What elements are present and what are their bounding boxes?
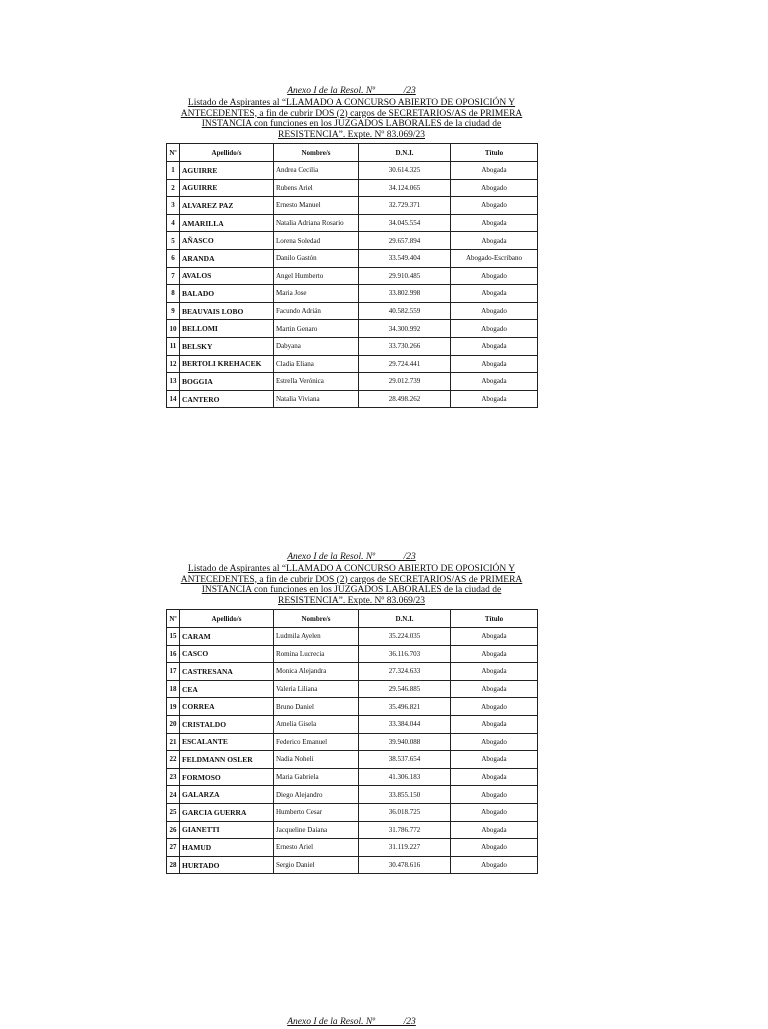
apellido-cell: CASTRESANA (180, 663, 274, 681)
titulo-cell: Abogado (451, 856, 538, 874)
table-row (167, 232, 538, 250)
apellido-cell: CORREA (180, 698, 274, 716)
titulo-cell: Abogada (451, 355, 538, 373)
apellido-cell: BELSKY (180, 337, 274, 355)
col-header-dni: D.N.I. (359, 144, 451, 162)
titulo-cell: Abogada (451, 628, 538, 646)
col-header-nombre: Nombre/s (274, 144, 359, 162)
nombre-cell: Andrea Cecilia (274, 162, 359, 180)
nombre-cell: Jacqueline Daiana (274, 821, 359, 839)
dni-cell: 29.657.894 (359, 232, 451, 250)
row-number: 10 (167, 320, 180, 338)
nombre-cell: Martin Genaro (274, 320, 359, 338)
col-header-numero: Nº (167, 610, 180, 628)
dni-cell: 27.324.633 (359, 663, 451, 681)
titulo-cell: Abogado (451, 733, 538, 751)
row-number: 4 (167, 214, 180, 232)
dni-cell: 35.496.821 (359, 698, 451, 716)
nombre-cell: Facundo Adrián (274, 302, 359, 320)
nombre-cell: Ludmila Ayelen (274, 628, 359, 646)
nombre-cell: Danilo Gastón (274, 249, 359, 267)
table-row (167, 628, 538, 646)
apellido-cell: BOGGIA (180, 373, 274, 391)
table-row (167, 355, 538, 373)
dni-cell: 36.018.725 (359, 803, 451, 821)
dni-cell: 33.384.044 (359, 715, 451, 733)
aspirantes-table-1 (166, 143, 538, 408)
dni-cell: 33.802.998 (359, 285, 451, 303)
table-row (167, 663, 538, 681)
dni-cell: 34.045.554 (359, 214, 451, 232)
nombre-cell: Diego Alejandro (274, 786, 359, 804)
titulo-cell: Abogado (451, 197, 538, 215)
dni-cell: 33.855.150 (359, 786, 451, 804)
table-row (167, 856, 538, 874)
table-row (167, 698, 538, 716)
table-row (167, 680, 538, 698)
anexo-title: Anexo I de la Resol. Nº /23 (287, 86, 416, 96)
apellido-cell: HURTADO (180, 856, 274, 874)
apellido-cell: CANTERO (180, 390, 274, 408)
table-row (167, 197, 538, 215)
titulo-cell: Abogada (451, 373, 538, 391)
titulo-cell: Abogada (451, 751, 538, 769)
apellido-cell: BERTOLI KREHACEK (180, 355, 274, 373)
listado-header: Listado de Aspirantes al “LLAMADO A CONCURSO ABIERTO DE OPOSICIÓN Y ANTECEDENTES, a fin de cubrir DOS (2) cargos de SECRETARIOS/AS de PRIMERA INSTANCIA con funciones en los JUZGADOS LABORALES de la ciudad de RESISTENCIA”. Expte. Nº 83.069/23 (180, 564, 523, 606)
row-number: 1 (167, 162, 180, 180)
col-header-nombre: Nombre/s (274, 610, 359, 628)
table-row (167, 768, 538, 786)
table-row (167, 751, 538, 769)
dni-cell: 34.124.065 (359, 179, 451, 197)
apellido-cell: AÑASCO (180, 232, 274, 250)
row-number: 11 (167, 337, 180, 355)
table-row (167, 786, 538, 804)
titulo-cell: Abogada (451, 645, 538, 663)
dni-cell: 34.300.992 (359, 320, 451, 338)
titulo-cell: Abogado (451, 839, 538, 857)
table-row (167, 337, 538, 355)
titulo-cell: Abogada (451, 715, 538, 733)
titulo-cell: Abogada (451, 680, 538, 698)
apellido-cell: CASCO (180, 645, 274, 663)
table-row (167, 645, 538, 663)
dni-cell: 29.012.739 (359, 373, 451, 391)
table-row (167, 302, 538, 320)
row-number: 20 (167, 715, 180, 733)
titulo-cell: Abogado (451, 803, 538, 821)
table-row (167, 249, 538, 267)
nombre-cell: Amelia Gisela (274, 715, 359, 733)
dni-cell: 38.537.654 (359, 751, 451, 769)
apellido-cell: FELDMANN OSLER (180, 751, 274, 769)
nombre-cell: Dabyana (274, 337, 359, 355)
apellido-cell: CARAM (180, 628, 274, 646)
nombre-cell: Ernesto Ariel (274, 839, 359, 857)
dni-cell: 41.306.183 (359, 768, 451, 786)
row-number: 19 (167, 698, 180, 716)
table-row (167, 162, 538, 180)
apellido-cell: ALVAREZ PAZ (180, 197, 274, 215)
nombre-cell: Federico Emanuel (274, 733, 359, 751)
dni-cell: 31.119.227 (359, 839, 451, 857)
nombre-cell: Cladia Eliana (274, 355, 359, 373)
table-row (167, 267, 538, 285)
row-number: 24 (167, 786, 180, 804)
table-row (167, 390, 538, 408)
row-number: 18 (167, 680, 180, 698)
nombre-cell: Sergio Daniel (274, 856, 359, 874)
nombre-cell: Monica Alejandra (274, 663, 359, 681)
table-row (167, 179, 538, 197)
apellido-cell: AVALOS (180, 267, 274, 285)
row-number: 2 (167, 179, 180, 197)
apellido-cell: HAMUD (180, 839, 274, 857)
apellido-cell: ESCALANTE (180, 733, 274, 751)
row-number: 12 (167, 355, 180, 373)
apellido-cell: AGUIRRE (180, 179, 274, 197)
col-header-numero: Nº (167, 144, 180, 162)
row-number: 15 (167, 628, 180, 646)
dni-cell: 29.910.485 (359, 267, 451, 285)
titulo-cell: Abogada (451, 214, 538, 232)
titulo-cell: Abogado (451, 320, 538, 338)
row-number: 21 (167, 733, 180, 751)
row-number: 9 (167, 302, 180, 320)
dni-cell: 32.729.371 (359, 197, 451, 215)
titulo-cell: Abogado (451, 302, 538, 320)
dni-cell: 33.730.266 (359, 337, 451, 355)
dni-cell: 40.582.559 (359, 302, 451, 320)
titulo-cell: Abogado (451, 179, 538, 197)
table-row (167, 715, 538, 733)
table-body-1 (167, 162, 538, 408)
page-section-3-partial (166, 1017, 537, 1029)
dni-cell: 30.478.616 (359, 856, 451, 874)
titulo-cell: Abogada (451, 232, 538, 250)
col-header-apellido: Apellido/s (180, 610, 274, 628)
apellido-cell: BELLOMI (180, 320, 274, 338)
nombre-cell: Angel Humberto (274, 267, 359, 285)
dni-cell: 33.549.404 (359, 249, 451, 267)
row-number: 8 (167, 285, 180, 303)
dni-cell: 35.224.035 (359, 628, 451, 646)
row-number: 23 (167, 768, 180, 786)
anexo-title: Anexo I de la Resol. Nº /23 (287, 1017, 416, 1027)
row-number: 26 (167, 821, 180, 839)
dni-cell: 28.498.262 (359, 390, 451, 408)
table-row (167, 733, 538, 751)
table-row (167, 373, 538, 391)
row-number: 5 (167, 232, 180, 250)
col-header-titulo: Título (451, 610, 538, 628)
nombre-cell: Lorena Soledad (274, 232, 359, 250)
dni-cell: 29.724.441 (359, 355, 451, 373)
apellido-cell: ARANDA (180, 249, 274, 267)
table-row (167, 821, 538, 839)
table-row (167, 214, 538, 232)
row-number: 3 (167, 197, 180, 215)
nombre-cell: Ernesto Manuel (274, 197, 359, 215)
nombre-cell: Rubens Ariel (274, 179, 359, 197)
titulo-cell: Abogado (451, 267, 538, 285)
apellido-cell: AMARILLA (180, 214, 274, 232)
table-row (167, 803, 538, 821)
row-number: 22 (167, 751, 180, 769)
titulo-cell: Abogada (451, 663, 538, 681)
row-number: 25 (167, 803, 180, 821)
page-section-2 (166, 552, 537, 874)
col-header-dni: D.N.I. (359, 610, 451, 628)
row-number: 14 (167, 390, 180, 408)
table-header-row (167, 610, 538, 628)
apellido-cell: GALARZA (180, 786, 274, 804)
apellido-cell: FORMOSO (180, 768, 274, 786)
page-section-1 (166, 86, 537, 408)
apellido-cell: CEA (180, 680, 274, 698)
col-header-titulo: Título (451, 144, 538, 162)
nombre-cell: Maria Gabriela (274, 768, 359, 786)
nombre-cell: Maria Jose (274, 285, 359, 303)
nombre-cell: Natalia Viviana (274, 390, 359, 408)
dni-cell: 31.786.772 (359, 821, 451, 839)
apellido-cell: GARCIA GUERRA (180, 803, 274, 821)
nombre-cell: Romina Lucrecia (274, 645, 359, 663)
titulo-cell: Abogado (451, 786, 538, 804)
row-number: 16 (167, 645, 180, 663)
titulo-cell: Abogado-Escribano (451, 249, 538, 267)
titulo-cell: Abogada (451, 285, 538, 303)
nombre-cell: Nadia Noheli (274, 751, 359, 769)
row-number: 6 (167, 249, 180, 267)
titulo-cell: Abogada (451, 768, 538, 786)
apellido-cell: GIANETTI (180, 821, 274, 839)
row-number: 13 (167, 373, 180, 391)
listado-header: Listado de Aspirantes al “LLAMADO A CONCURSO ABIERTO DE OPOSICIÓN Y ANTECEDENTES, a fin de cubrir DOS (2) cargos de SECRETARIOS/AS de PRIMERA INSTANCIA con funciones en los JUZGADOS LABORALES de la ciudad de RESISTENCIA”. Expte. Nº 83.069/23 (180, 98, 523, 140)
table-body-2 (167, 628, 538, 874)
nombre-cell: Humberto Cesar (274, 803, 359, 821)
col-header-apellido: Apellido/s (180, 144, 274, 162)
row-number: 27 (167, 839, 180, 857)
nombre-cell: Valeria Liliana (274, 680, 359, 698)
nombre-cell: Estrella Verónica (274, 373, 359, 391)
dni-cell: 39.940.088 (359, 733, 451, 751)
row-number: 17 (167, 663, 180, 681)
nombre-cell: Natalia Adriana Rosario (274, 214, 359, 232)
dni-cell: 29.546.885 (359, 680, 451, 698)
table-row (167, 320, 538, 338)
table-row (167, 285, 538, 303)
row-number: 28 (167, 856, 180, 874)
row-number: 7 (167, 267, 180, 285)
dni-cell: 36.116.703 (359, 645, 451, 663)
anexo-title: Anexo I de la Resol. Nº /23 (287, 552, 416, 562)
aspirantes-table-2 (166, 609, 538, 874)
nombre-cell: Bruno Daniel (274, 698, 359, 716)
apellido-cell: BALADO (180, 285, 274, 303)
titulo-cell: Abogada (451, 821, 538, 839)
apellido-cell: CRISTALDO (180, 715, 274, 733)
apellido-cell: AGUIRRE (180, 162, 274, 180)
table-header-row (167, 144, 538, 162)
dni-cell: 30.614.325 (359, 162, 451, 180)
titulo-cell: Abogada (451, 162, 538, 180)
table-row (167, 839, 538, 857)
titulo-cell: Abogada (451, 337, 538, 355)
apellido-cell: BEAUVAIS LOBO (180, 302, 274, 320)
titulo-cell: Abogada (451, 390, 538, 408)
titulo-cell: Abogado (451, 698, 538, 716)
